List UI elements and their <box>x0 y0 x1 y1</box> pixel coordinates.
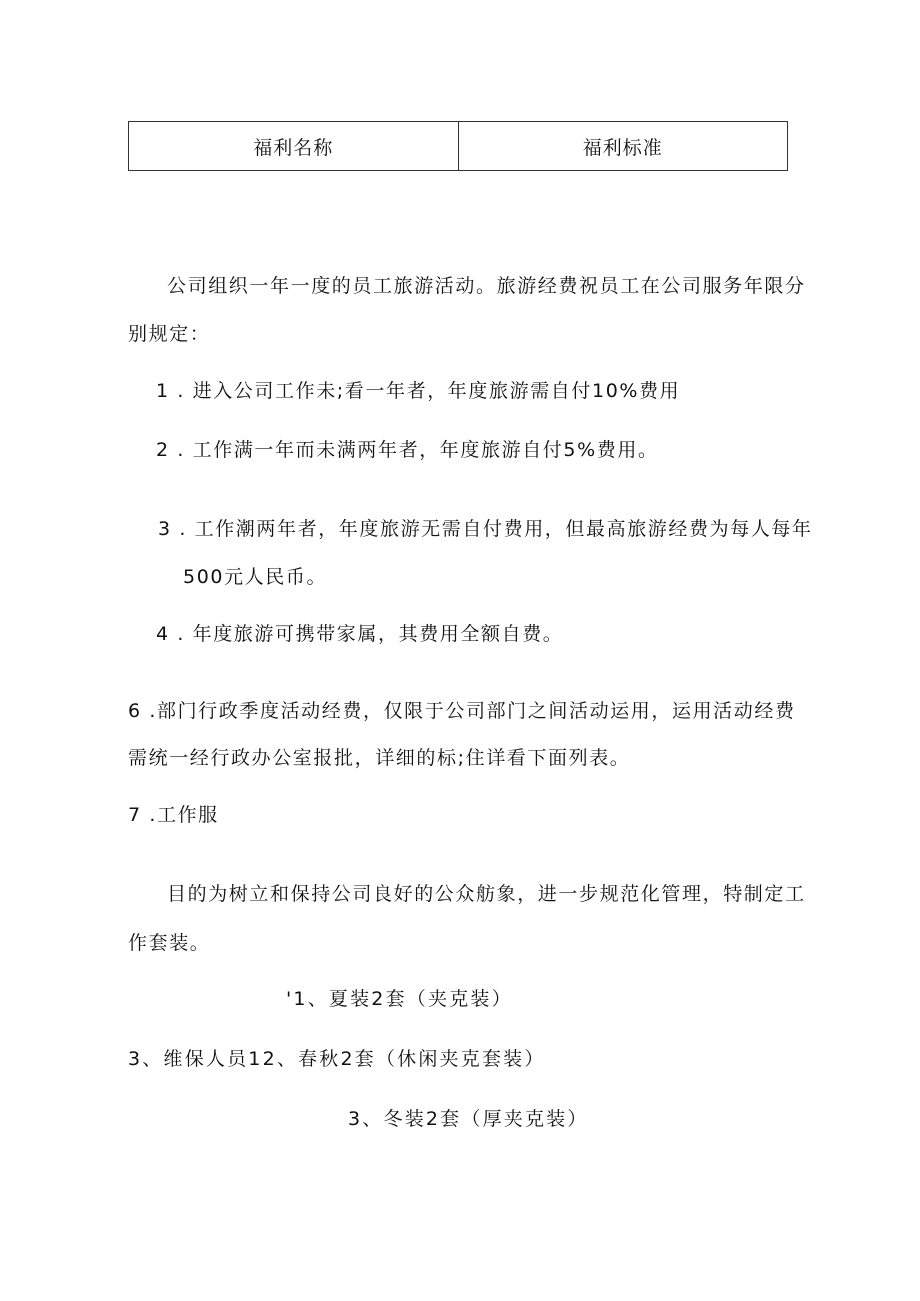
uniform-item-spring-autumn: 3、维保人员12、春秋2套（休闲夹克套装） <box>128 1048 546 1070</box>
uniform-item-summer: '1、夏装2套（夹克装） <box>286 988 513 1010</box>
uniform-item-winter: 3、冬装2套（厚夹克装） <box>348 1108 589 1130</box>
benefits-table-header <box>128 121 788 171</box>
travel-rule-4: 4 . 年度旅游可携带家属，其费用全额自费。 <box>156 623 564 645</box>
section-6-line-1: 6 .部门行政季度活动经费，仅限于公司部门之间活动运用，运用活动经费 <box>128 700 796 722</box>
travel-intro-line-2: 别规定： <box>128 323 211 345</box>
column-header-benefit-standard: 福利标准 <box>458 122 788 170</box>
uniform-intro-line-2: 作套装。 <box>128 932 211 954</box>
travel-rule-1: 1 . 进入公司工作未;看一年者，年度旅游需自付10%费用 <box>156 380 681 402</box>
uniform-intro-line-1: 目的为树立和保持公司良好的公众舫象，进一步规范化管理，特制定工 <box>167 883 806 905</box>
travel-rule-3-line-2: 500元人民币。 <box>183 566 328 588</box>
section-6-line-2: 需统一经行政办公室报批，详细的标;住详看下面列表。 <box>128 747 631 769</box>
section-7-heading: 7 .工作服 <box>128 804 219 826</box>
travel-rule-3-line-1: 3 . 工作潮两年者，年度旅游无需自付费用，但最高旅游经费为每人每年 <box>158 518 813 540</box>
travel-rule-2: 2 . 工作满一年而未满两年者，年度旅游自付5%费用。 <box>156 439 659 461</box>
column-header-benefit-name: 福利名称 <box>253 136 334 159</box>
travel-intro-line-1: 公司组织一年一度的员工旅游活动。旅游经费祝员工在公司服务年限分 <box>167 275 806 297</box>
